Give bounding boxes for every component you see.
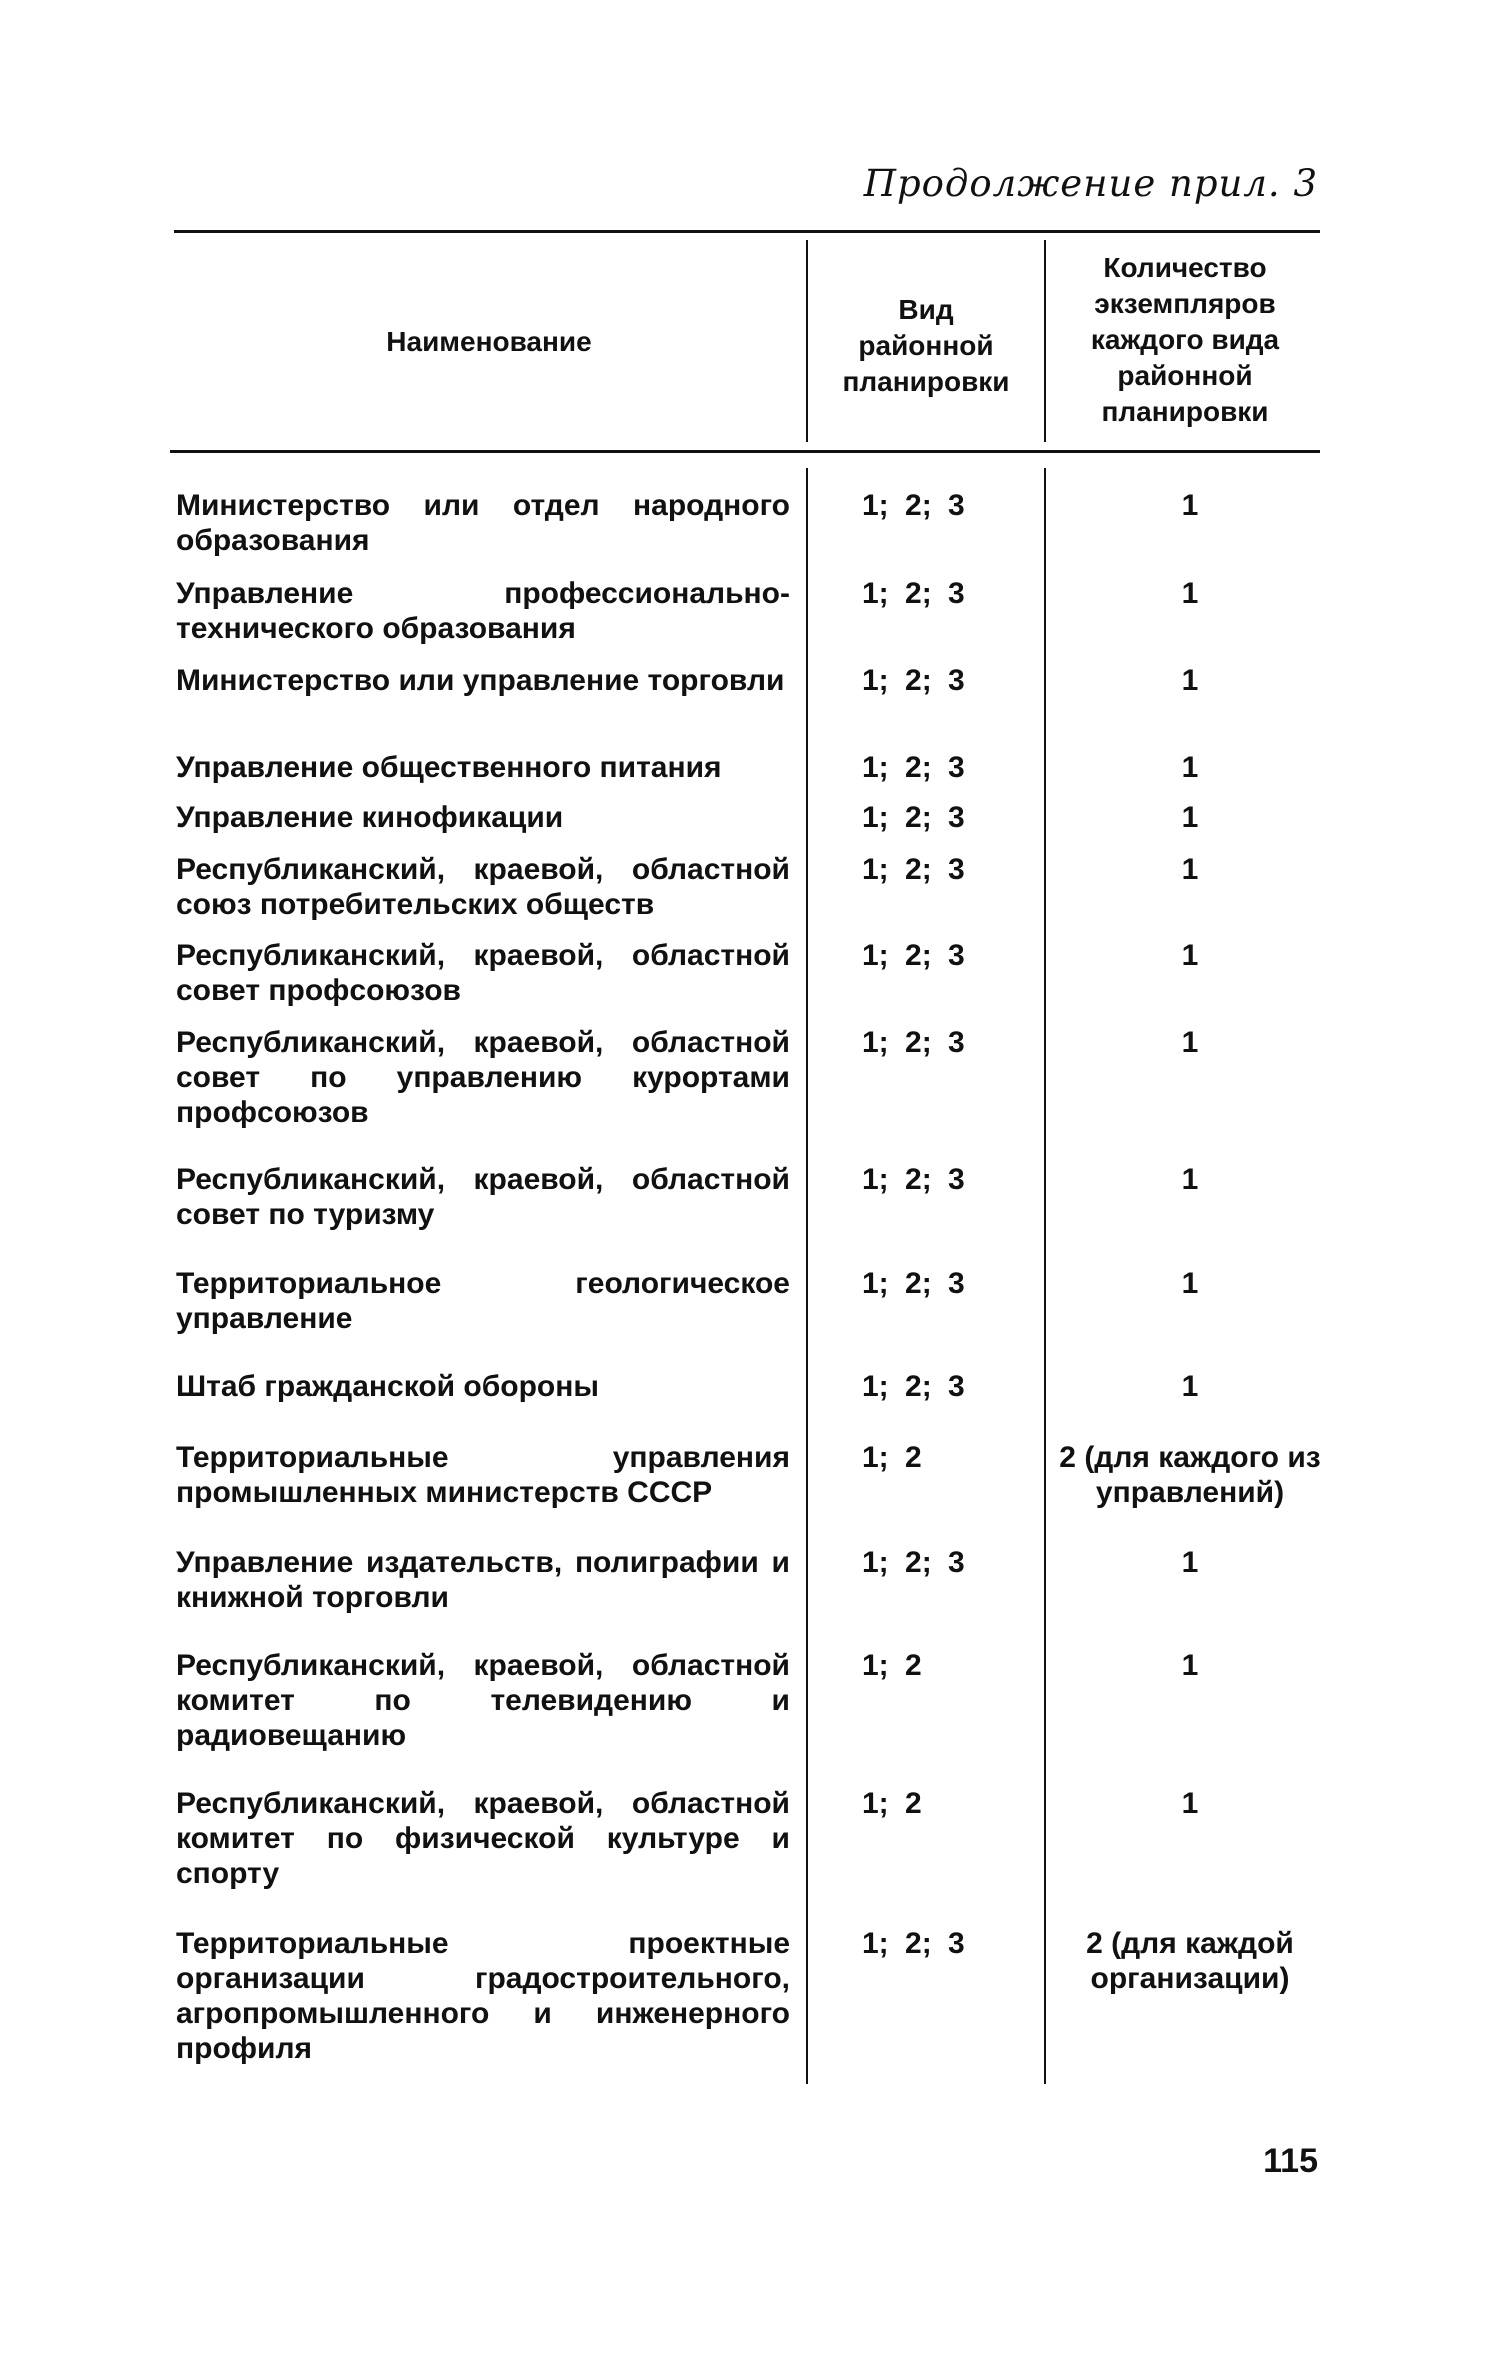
row-name: Республиканский, краевой, областной комитет по телевидению и радиовещанию: [176, 1649, 790, 1752]
row-type: 1; 2: [862, 1441, 922, 1474]
row-count: 1: [1181, 801, 1199, 834]
row-name: Министерство или отдел народного образования: [176, 489, 790, 557]
row-type: 1; 2; 3: [862, 1370, 965, 1403]
row-type: 1; 2; 3: [862, 939, 965, 972]
table-top-rule: [174, 230, 1320, 233]
row-count: 1: [1181, 1546, 1199, 1579]
row-count: 1: [1181, 1787, 1199, 1820]
column-divider-2: [1044, 240, 1046, 442]
row-count: 1: [1181, 853, 1199, 886]
row-type: 1; 2; 3: [862, 489, 965, 522]
row-type: 1; 2; 3: [862, 664, 965, 697]
row-type: 1; 2; 3: [862, 1546, 965, 1579]
row-name: Республиканский, краевой, областной комитет по физической культуре и спорту: [176, 1787, 790, 1890]
row-type: 1; 2; 3: [862, 577, 965, 610]
row-name: Республиканский, краевой, областной совет по туризму: [176, 1163, 790, 1231]
row-type: 1; 2; 3: [862, 1927, 965, 1960]
row-name: Управление общественного питания: [176, 751, 722, 784]
row-count: 1: [1181, 1163, 1199, 1196]
row-name: Управление кинофикации: [176, 801, 564, 834]
row-type: 1; 2; 3: [862, 751, 965, 784]
row-type: 1; 2; 3: [862, 1267, 965, 1300]
column-divider-2-body: [1044, 468, 1046, 2084]
row-name: Республиканский, краевой, областной союз потребительских обществ: [176, 853, 790, 921]
column-header-count: Количество экземпляров каждого вида районной планировки: [1090, 252, 1280, 427]
page-number: 115: [1263, 2142, 1318, 2180]
row-count: 1: [1181, 1370, 1199, 1403]
row-count: 1: [1181, 1267, 1199, 1300]
row-name: Управление профессионально-технического образования: [176, 577, 790, 645]
column-header-type: Вид районной планировки: [842, 294, 1010, 397]
row-name: Министерство или управление торговли: [176, 664, 785, 697]
row-name: Территориальные управления промышленных министерств СССР: [176, 1441, 790, 1509]
row-name: Территориальные проектные организации градостроительного, агропромышленного и инженерного профиля: [176, 1927, 790, 2065]
row-name: Штаб гражданской обороны: [176, 1370, 599, 1403]
row-count: 1: [1181, 939, 1199, 972]
row-type: 1; 2; 3: [862, 1026, 965, 1059]
row-count: 2 (для каждого из управлений): [1059, 1441, 1321, 1509]
row-name: Республиканский, краевой, областной совет по управлению курортами профсоюзов: [176, 1026, 790, 1129]
column-divider-1: [806, 240, 808, 442]
row-type: 1; 2; 3: [862, 853, 965, 886]
header-bottom-rule: [170, 450, 1320, 453]
row-name: Территориальное геологическое управление: [176, 1267, 790, 1335]
row-count: 1: [1181, 1649, 1199, 1682]
row-type: 1; 2; 3: [862, 1163, 965, 1196]
row-count: 1: [1181, 1026, 1199, 1059]
row-count: 1: [1181, 664, 1199, 697]
row-type: 1; 2: [862, 1649, 922, 1682]
continuation-note: Продолжение прил. 3: [863, 162, 1318, 205]
row-count: 1: [1181, 489, 1199, 522]
column-header-name: Наименование: [386, 326, 592, 357]
column-divider-1-body: [806, 468, 808, 2084]
row-type: 1; 2: [862, 1787, 922, 1820]
row-count: 1: [1181, 751, 1199, 784]
row-name: Управление издательств, полиграфии и книжной торговли: [176, 1546, 790, 1614]
row-count: 2 (для каждой организации): [1086, 1927, 1294, 1995]
row-name: Республиканский, краевой, областной совет профсоюзов: [176, 939, 790, 1007]
row-type: 1; 2; 3: [862, 801, 965, 834]
row-count: 1: [1181, 577, 1199, 610]
